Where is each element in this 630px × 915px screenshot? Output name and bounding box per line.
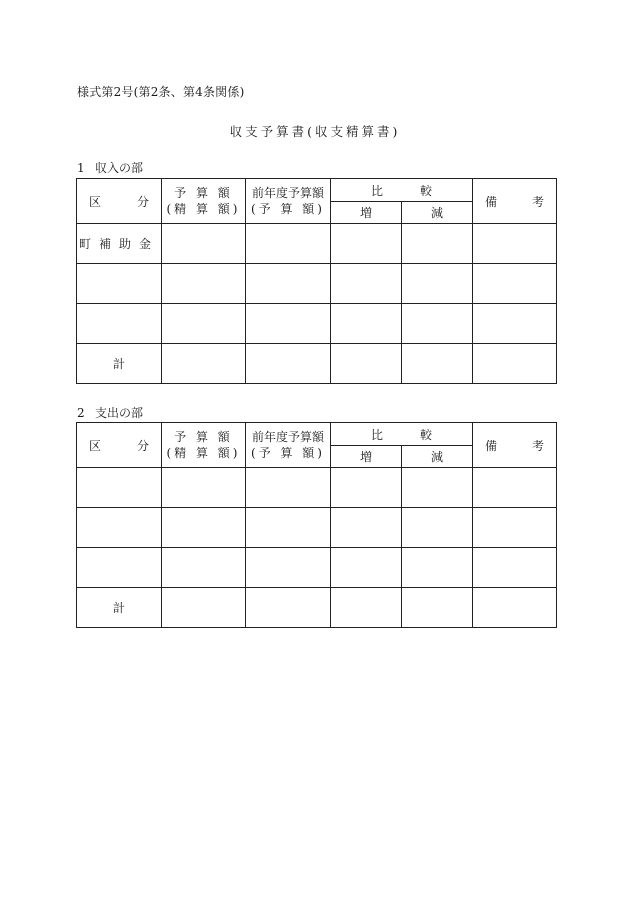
increase-cell[interactable] — [331, 468, 402, 508]
budget-cell[interactable] — [162, 304, 246, 344]
document-title: 収支予算書(収支精算書) — [229, 124, 401, 139]
decrease-cell[interactable] — [402, 548, 473, 588]
income-table — [76, 178, 557, 384]
row-label — [77, 548, 162, 588]
previous-cell[interactable] — [246, 344, 331, 384]
expense-table — [76, 422, 557, 628]
decrease-cell[interactable] — [402, 224, 473, 264]
budget-cell[interactable] — [162, 344, 246, 384]
decrease-cell[interactable] — [402, 468, 473, 508]
header-increase: 増 — [331, 202, 402, 224]
previous-cell[interactable] — [246, 304, 331, 344]
decrease-cell[interactable] — [402, 344, 473, 384]
increase-cell[interactable] — [331, 224, 402, 264]
budget-cell[interactable] — [162, 224, 246, 264]
previous-cell[interactable] — [246, 588, 331, 628]
previous-cell[interactable] — [246, 264, 331, 304]
row-label — [77, 468, 162, 508]
header-decrease: 減 — [402, 446, 473, 468]
increase-cell[interactable] — [331, 588, 402, 628]
form-number: 様式第2号(第2条、第4条関係) — [77, 85, 245, 99]
budget-cell[interactable] — [162, 508, 246, 548]
section-number: 2 — [77, 406, 85, 420]
budget-cell[interactable] — [162, 264, 246, 304]
header-remarks: 備 考 — [473, 179, 557, 224]
remarks-cell[interactable] — [473, 264, 557, 304]
budget-cell[interactable] — [162, 468, 246, 508]
previous-cell[interactable] — [246, 548, 331, 588]
header-comparison: 比 較 — [331, 179, 473, 202]
header-previous-budget: 前年度予算額 (予 算 額) — [246, 179, 331, 224]
increase-cell[interactable] — [331, 264, 402, 304]
decrease-cell[interactable] — [402, 588, 473, 628]
section-heading-income — [77, 159, 143, 176]
decrease-cell[interactable] — [402, 304, 473, 344]
remarks-cell[interactable] — [473, 224, 557, 264]
section-heading-expense — [77, 404, 143, 421]
header-increase: 増 — [331, 446, 402, 468]
increase-cell[interactable] — [331, 304, 402, 344]
row-label — [77, 304, 162, 344]
section-title: 支出の部 — [95, 406, 144, 420]
header-decrease: 減 — [402, 202, 473, 224]
row-label — [77, 508, 162, 548]
header-remarks: 備 考 — [473, 423, 557, 468]
total-label: 計 — [77, 588, 162, 628]
budget-cell[interactable] — [162, 588, 246, 628]
row-label — [77, 264, 162, 304]
previous-cell[interactable] — [246, 508, 331, 548]
row-label: 町補助金 — [77, 224, 162, 264]
budget-cell[interactable] — [162, 548, 246, 588]
section-title: 収入の部 — [95, 161, 144, 175]
header-category: 区 分 — [77, 423, 162, 468]
increase-cell[interactable] — [331, 548, 402, 588]
previous-cell[interactable] — [246, 224, 331, 264]
remarks-cell[interactable] — [473, 548, 557, 588]
decrease-cell[interactable] — [402, 264, 473, 304]
section-number: 1 — [77, 161, 85, 175]
remarks-cell[interactable] — [473, 508, 557, 548]
header-category: 区 分 — [77, 179, 162, 224]
increase-cell[interactable] — [331, 508, 402, 548]
remarks-cell[interactable] — [473, 344, 557, 384]
header-budget: 予 算 額 (精 算 額) — [162, 423, 246, 468]
header-budget: 予 算 額 (精 算 額) — [162, 179, 246, 224]
decrease-cell[interactable] — [402, 508, 473, 548]
increase-cell[interactable] — [331, 344, 402, 384]
previous-cell[interactable] — [246, 468, 331, 508]
header-previous-budget: 前年度予算額 (予 算 額) — [246, 423, 331, 468]
remarks-cell[interactable] — [473, 304, 557, 344]
remarks-cell[interactable] — [473, 588, 557, 628]
total-label: 計 — [77, 344, 162, 384]
remarks-cell[interactable] — [473, 468, 557, 508]
header-comparison: 比 較 — [331, 423, 473, 446]
